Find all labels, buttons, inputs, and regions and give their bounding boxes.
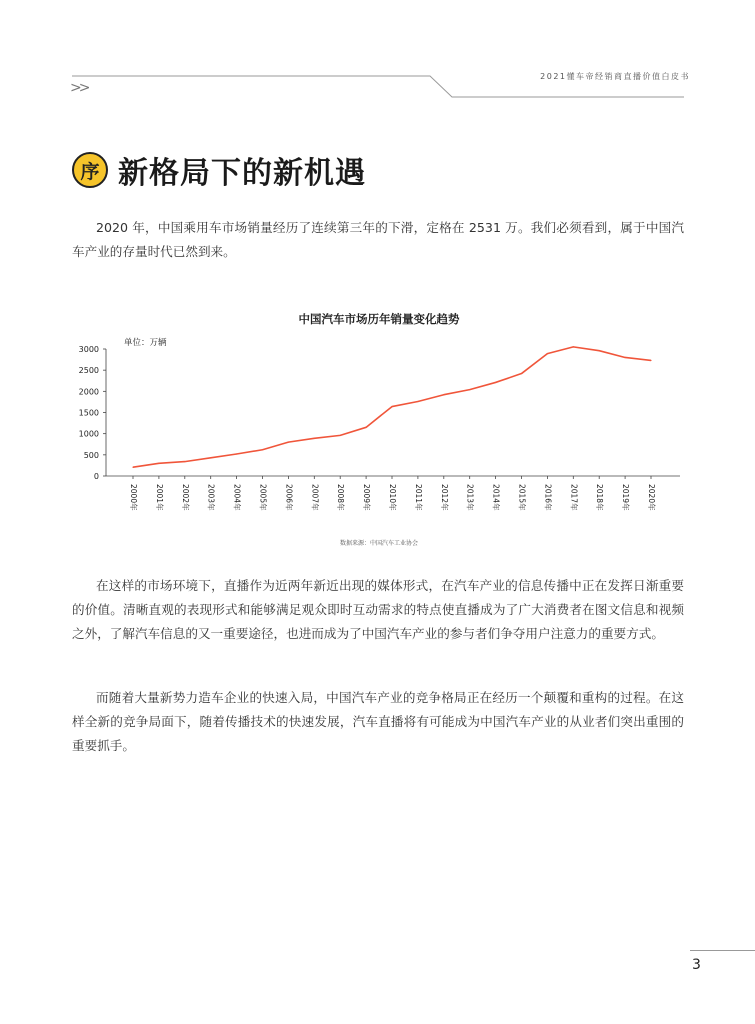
data-point	[547, 353, 548, 354]
page-number: 3	[692, 957, 701, 973]
data-point	[521, 373, 522, 374]
data-point	[288, 442, 289, 443]
data-point	[625, 357, 626, 358]
x-tick-label: 2007年	[310, 484, 320, 511]
paragraph-1: 2020 年，中国乘用车市场销量经历了连续第三年的下滑，定格在 2531 万。我们必须看到，属于中国汽车产业的存量时代已然到来。	[72, 220, 684, 259]
paragraph-3: 而随着大量新势力造车企业的快速入局，中国汽车产业的竞争格局正在经历一个颠覆和重构的过程。在这样全新的竞争局面下，随着传播技术的快速发展，汽车直播将有可能成为中国汽车产业的从业者们突出重围的重要抓手。	[72, 690, 684, 753]
data-point	[158, 463, 159, 464]
data-point	[184, 461, 185, 462]
y-tick-label: 2000	[78, 387, 99, 397]
x-tick-label: 2002年	[180, 484, 190, 511]
data-point	[262, 449, 263, 450]
data-point	[340, 435, 341, 436]
x-tick-label: 2005年	[258, 484, 268, 511]
x-tick-label: 2006年	[284, 484, 294, 511]
x-tick-label: 2001年	[154, 484, 164, 511]
x-tick-label: 2019年	[621, 484, 631, 511]
y-tick-label: 500	[83, 450, 99, 460]
y-tick-label: 2500	[78, 366, 99, 376]
x-tick-label: 2011年	[413, 484, 423, 511]
section-badge: 序	[72, 152, 108, 188]
header-doc-title: 2021懂车帝经销商直播价值白皮书	[540, 72, 690, 81]
x-tick-label: 2018年	[595, 484, 605, 511]
data-point	[391, 406, 392, 407]
y-tick-label: 3000	[78, 345, 99, 354]
x-tick-label: 2009年	[362, 484, 372, 511]
x-axis-ticks	[129, 476, 657, 511]
x-tick-label: 2016年	[543, 484, 553, 511]
y-axis-ticks	[79, 345, 106, 481]
x-tick-label: 2008年	[336, 484, 346, 511]
chart-source: 数据来源：中国汽车工业协会	[339, 540, 419, 547]
footer-rule	[690, 950, 755, 951]
x-tick-label: 2017年	[569, 484, 579, 511]
data-point	[236, 453, 237, 454]
data-point	[599, 350, 600, 351]
y-tick-label: 1500	[78, 408, 99, 418]
y-tick-label: 1000	[78, 429, 99, 439]
data-point	[366, 427, 367, 428]
y-tick-label: 0	[93, 472, 99, 481]
chart-unit-label: 单位：万辆	[124, 338, 167, 348]
page-title: 新格局下的新机遇	[118, 156, 366, 191]
data-point	[443, 394, 444, 395]
data-point	[573, 346, 574, 347]
chart-title: 中国汽车市场历年销量变化趋势	[298, 312, 460, 326]
chart-series	[132, 346, 651, 468]
x-tick-label: 2014年	[491, 484, 501, 511]
x-tick-label: 2004年	[232, 484, 242, 511]
data-point	[417, 401, 418, 402]
data-point	[495, 382, 496, 383]
x-tick-label: 2003年	[206, 484, 216, 511]
data-point	[314, 438, 315, 439]
data-point	[469, 389, 470, 390]
x-tick-label: 2013年	[465, 484, 475, 511]
x-tick-label: 2000年	[129, 484, 138, 511]
data-point	[210, 457, 211, 458]
data-point	[650, 360, 651, 361]
x-tick-label: 2012年	[439, 484, 449, 511]
chevron-icon: >>	[70, 80, 88, 96]
data-point	[132, 467, 133, 468]
x-tick-label: 2020年	[647, 484, 656, 511]
x-tick-label: 2010年	[388, 484, 397, 511]
chart-axes	[106, 349, 680, 476]
x-tick-label: 2015年	[517, 484, 527, 511]
paragraph-2: 在这样的市场环境下，直播作为近两年新近出现的媒体形式，在汽车产业的信息传播中正在发挥日渐重要的价值。清晰直观的表现形式和能够满足观众即时互动需求的特点使直播成为了广大消费者在图文信息和视频之外，了解汽车信息的又一重要途径，也进而成为了中国汽车产业的参与者们争夺用户注意力的重要方式。	[72, 578, 684, 641]
